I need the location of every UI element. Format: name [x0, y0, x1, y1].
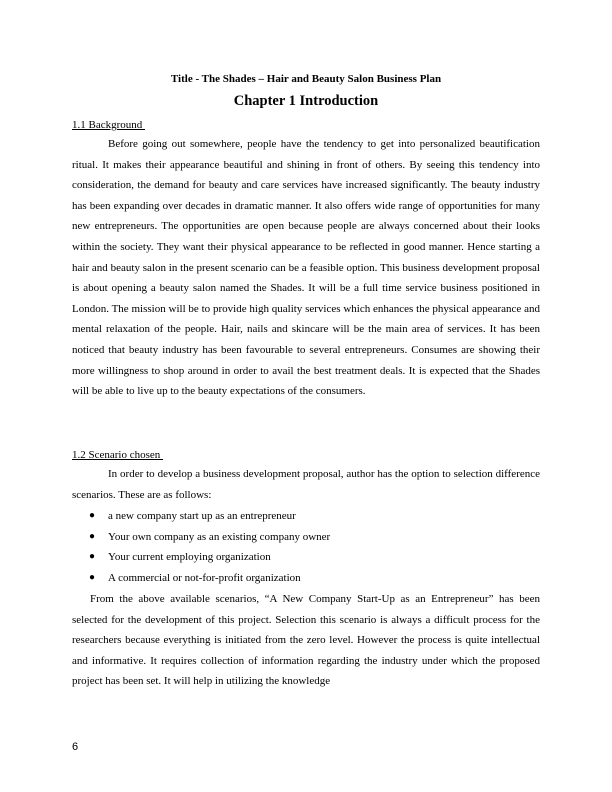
scenario-paragraph: From the above available scenarios, “A New Company Start-Up as an Entrepreneur” has been selected for the development of this project. Selection this scenario is always a difficult process for the researchers because everything is initiated from the zero level. However the process is quite intellectual and informative. It requires collection of information regarding the industry under which the proposed project has been set. It will help in utilizing the knowledge [72, 593, 540, 688]
page-number: 6 [72, 741, 79, 753]
background-paragraph: Before going out somewhere, people have the tendency to get into personalized beautification ritual. It makes their appearance beautiful and shining in front of others. By seeing this tendency into consideration, the demand for beauty and care services have increased significantly. The beauty industry has been expanding over decades in dramatic manner. It also offers wide range of opportunities for many new entrepreneurs. The opportunities are open because people are always concerned about their looks within the society. They want their physical appearance to be reflected in good manner. Hence starting a hair and beauty salon in the present scenario can be a feasible option. This business development proposal is about opening a beauty salon named the Shades. It will be a full time service business positioned in London. The mission will be to provide high quality services which enhances the physical appearance and mental relaxation of the people. Hair, nails and skincare will be the main area of services. It has been noticed that beauty industry has been favourable to several entrepreneurs. Consumes are showing their more willingness to shop around in order to avail the best treatment deals. It is expected that the Shades will be able to live up to the beauty expectations of the consumers. [72, 138, 540, 398]
bullet-icon: ● [89, 510, 96, 521]
section-heading-scenario: 1.2 Scenario chosen [72, 449, 164, 461]
document-page [72, 0, 540, 792]
document-title: Title - The Shades – Hair and Beauty Salon Business Plan [170, 73, 442, 85]
list-item: ● A commercial or not-for-profit organization [72, 568, 540, 589]
bullet-icon: ● [89, 530, 96, 542]
list-item: ● Your current employing organization [72, 547, 540, 568]
list-item: ● a new company start up as an entrepreneur [72, 506, 540, 527]
bullet-icon: ● [89, 571, 96, 583]
scenario-list [72, 506, 540, 588]
section-heading-background: 1.1 Background [72, 119, 146, 131]
scenario-intro-paragraph: In order to develop a business development proposal, author has the option to selection difference scenarios. These are as follows: [72, 468, 540, 501]
bullet-icon: ● [89, 551, 96, 563]
list-item: ● Your own company as an existing company owner [72, 527, 540, 548]
chapter-heading: Chapter 1 Introduction [233, 93, 379, 109]
